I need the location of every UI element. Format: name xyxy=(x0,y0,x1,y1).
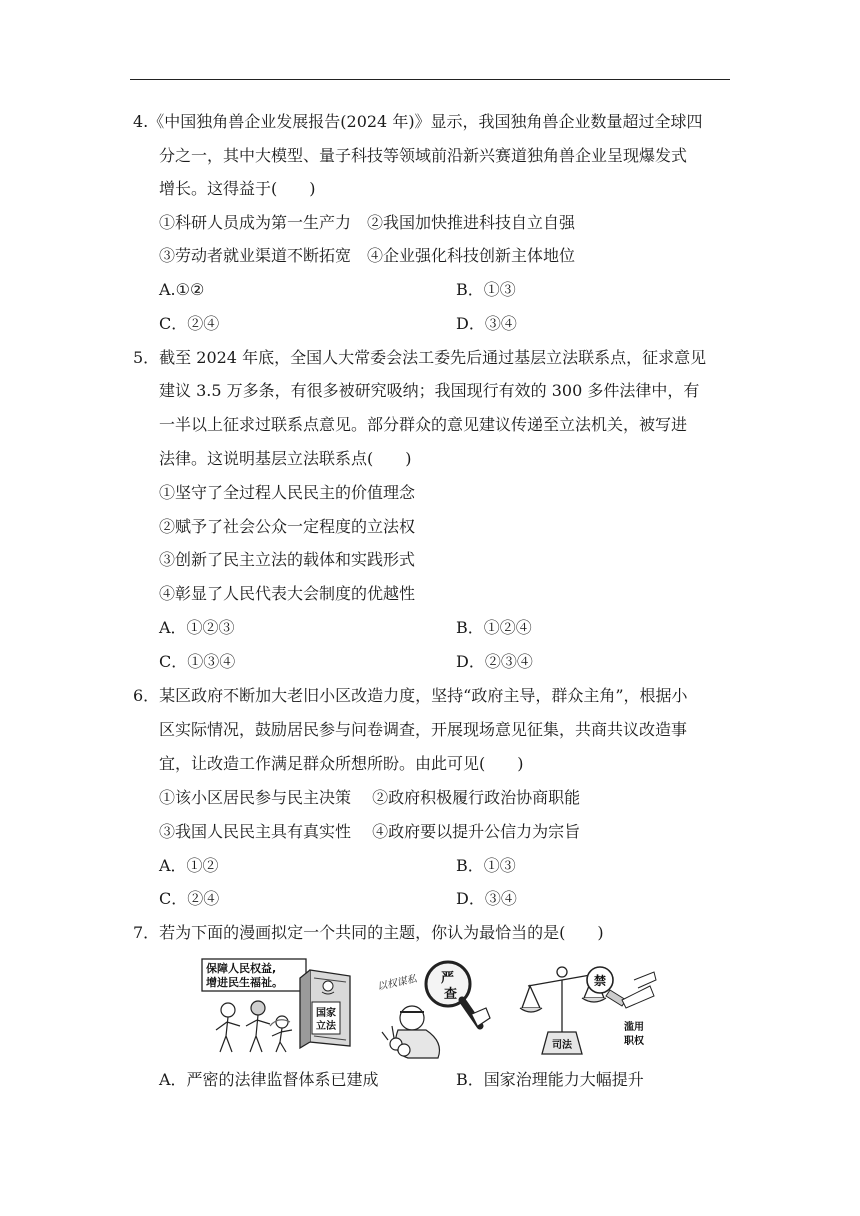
cartoon-investigation xyxy=(368,956,500,1060)
q6-option-c: C．②④ xyxy=(159,889,220,908)
q5-item-3: ③创新了民主立法的载体和实践形式 xyxy=(159,550,416,569)
q4-item-line-2: ③劳动者就业渠道不断拓宽 ④企业强化科技创新主体地位 xyxy=(159,246,576,265)
citizens-figures xyxy=(216,1001,292,1052)
q6-option-d: D．③④ xyxy=(456,889,517,908)
q5-stem-line-1: 5．截至 2024 年底，全国人大常委会法工委先后通过基层立法联系点，征求意见 xyxy=(133,348,707,367)
q5-option-d: D．②③④ xyxy=(456,652,533,671)
q6-item-line-1: ①该小区居民参与民主决策 ②政府积极履行政治协商职能 xyxy=(159,788,581,807)
cartoon-legislation xyxy=(200,956,365,1058)
q4-stem-line-1: 4.《中国独角兽企业发展报告(2024 年)》显示，我国独角兽企业数量超过全球四 xyxy=(133,112,703,131)
glass-text-1: 严 xyxy=(441,971,455,986)
q7-option-b: B．国家治理能力大幅提升 xyxy=(456,1070,644,1089)
seal-text: 禁 xyxy=(594,974,607,988)
header-rule xyxy=(130,79,730,80)
q4-option-a: A.①② xyxy=(159,280,205,299)
book-title-2: 立法 xyxy=(316,1021,336,1032)
q5-item-1: ①坚守了全过程人民民主的价值理念 xyxy=(159,483,416,502)
q6-option-b: B．①③ xyxy=(456,856,516,875)
q4-option-d: D．③④ xyxy=(456,314,517,333)
book-title-1: 国家 xyxy=(316,1008,336,1019)
q4-option-b: B．①③ xyxy=(456,280,516,299)
q6-stem-line-2: 区实际情况，鼓励居民参与问卷调查，开展现场意见征集，共商共议改造事 xyxy=(159,720,688,739)
q6-stem-line-3: 宜，让改造工作满足群众所想所盼。由此可见( ) xyxy=(159,754,524,773)
glass-text-2: 查 xyxy=(444,987,458,1002)
magnifying-glass-icon xyxy=(426,962,490,1026)
q4-stem-line-2: 分之一，其中大模型、量子科技等领域前沿新兴赛道独角兽企业呈现爆发式 xyxy=(159,146,688,165)
q5-option-b: B．①②④ xyxy=(456,618,532,637)
abuse-sign-text: 以权谋私 xyxy=(376,973,418,993)
q5-stem-line-3: 一半以上征求过联系点意见。部分群众的意见建议传递至立法机关，被写进 xyxy=(159,415,688,434)
q5-option-a: A．①②③ xyxy=(159,618,235,637)
cartoon-judiciary xyxy=(518,956,658,1060)
q5-option-c: C．①③④ xyxy=(159,652,236,671)
sign-line-2: 增进民生福祉。 xyxy=(206,976,283,989)
abuse-label-1: 滥用 xyxy=(624,1022,644,1033)
abuse-label-2: 职权 xyxy=(624,1036,644,1047)
q6-stem-line-1: 6．某区政府不断加大老旧小区改造力度，坚持“政府主导，群众主角”，根据小 xyxy=(133,686,688,705)
q5-item-4: ④彰显了人民代表大会制度的优越性 xyxy=(159,584,416,603)
q5-stem-line-2: 建议 3.5 万多条，有很多被研究吸纳；我国现行有效的 300 多件法律中，有 xyxy=(159,381,700,400)
q6-item-line-2: ③我国人民民主具有真实性 ④政府要以提升公信力为宗旨 xyxy=(159,822,581,841)
q4-stem-line-3: 增长。这得益于( ) xyxy=(159,179,316,198)
q4-option-c: C．②④ xyxy=(159,314,220,333)
q4-item-line-1: ①科研人员成为第一生产力 ②我国加快推进科技自立自强 xyxy=(159,213,576,232)
q7-option-a: A．严密的法律监督体系已建成 xyxy=(159,1070,379,1089)
official-figure xyxy=(382,1006,440,1058)
q5-stem-line-4: 法律。这说明基层立法联系点( ) xyxy=(159,449,412,468)
q5-item-2: ②赋予了社会公众一定程度的立法权 xyxy=(159,517,416,536)
sign-line-1: 保障人民权益, xyxy=(206,962,277,975)
base-label: 司法 xyxy=(552,1040,572,1051)
q7-stem-line-1: 7．若为下面的漫画拟定一个共同的主题，你认为最恰当的是( ) xyxy=(133,923,604,942)
q6-option-a: A．①② xyxy=(159,856,219,875)
